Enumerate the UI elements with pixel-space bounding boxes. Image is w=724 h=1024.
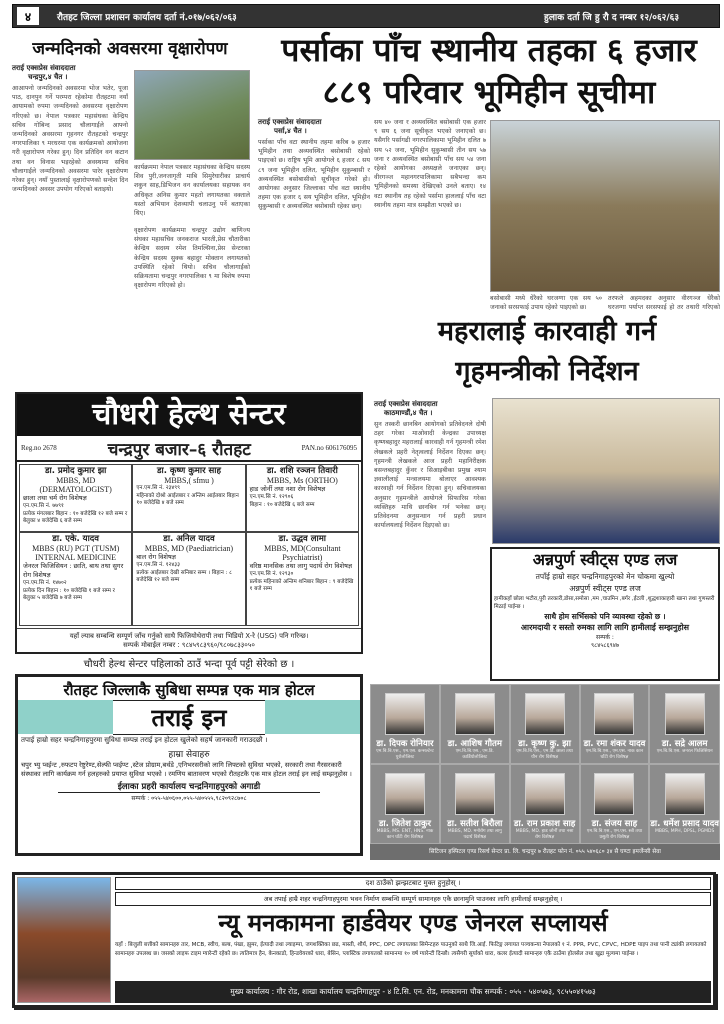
hotel-logo-right [265,700,360,734]
doctor-photo [455,693,495,735]
hospital-doctor-card [370,764,440,844]
minister-meeting-photo [492,398,720,544]
doctor-specialty: जेनरल फिजिसियन : छाति, बाथ तथा सुगर रोग विशेषज्ञ [23,562,124,579]
doctor-name: डा. उद्धव लामा [278,534,326,544]
byline: तराई एक्सप्रेस संवाददाता [12,64,76,72]
contact-phone: सम्पर्क मोबाईल नम्बर : ९८४५९८३९६०/९८०७८३३०५० [123,641,255,649]
lodge-line1: तपाँई हाम्रो सहर चन्द्रनिगाहपुरको मेन चोकमा खुल्यो [535,572,675,581]
hotel-services-title: हाम्रा सेवाहरु [168,750,210,760]
landless-body-col4: तरफले अहमदका अनुसार वीरगञ्ज धेरैको घरजग्गा पर्याप्त सरसफाई हो तर तथारी गरिएको [608,295,720,312]
doctor-photo [385,693,425,735]
doctor-name: डा. संजय साह [591,819,638,829]
temple-photo [17,877,111,1003]
hospital-doctor-grid [370,684,720,844]
reg-number: Reg.no 2678 [21,444,57,452]
page-number: ४ [17,7,39,25]
doctor-photo [665,773,705,815]
health-center-title: चौधरी हेल्थ सेन्टर [17,394,361,436]
doctor-hours: प्रत्येक आईतबार देखी सनिबार सम्म । बिहान : ८ बजेदेखि १२ बजे सम्म [136,569,232,583]
hardware-name: न्यू मनकामना हार्डवेयर एण्ड जेनरल सप्लायर्स [218,909,608,937]
doctor-cell [132,464,245,532]
hardware-ad [12,872,716,1008]
tree-body-col1: आआफ्नो जन्मदिनको अवसरमा भोज भतेर, पूजा पाठ, दानपुन गर्ने परम्परा रहेकोमा रौतहटमा नयाँ आयामको रुपमा जन्मदिनको अवसरमा वृक्षारोपण गरिएको छ। नेपाल पत्रकार महासंघका केन्द्रिय सचिव गोबिन्द प्रसाद चौलागाईंले आफ्नो जन्मदिनको अवसरमा गृहनगर रौतहटको चन्द्रपुर नगरपालिका ९ मरधरमा एक कार्यक्रमको आयोजना गरी वृक्षारोपण गरेका हुन्। दिन प्रतिदिन वन कटान तथा वन विनास भइरहेको अवस्थामा सचिव चौलागाईंले जन्मदिनको अवसरमा पारेर वृक्षारोपण गरेका हुन्। नयाँ पुस्तालाई वृक्षारोपणको सन्देश दिन जन्मदिनको अवसर उपयोग गरिएको बताइयो। [12,85,128,194]
tree-photo-caption: कार्यक्रममा नेपाल पत्रकार महासंघका केन्द्रिय सदस्य शिव पुरी,जनजागृती माबि सिमुरेघारीका प्राचार्य शकुन साह,डिभिजन वन कार्यालयका सहायक वन अधिकृत अनिस कुमार महतो लगायतका वक्ताले यस्तो अभियान देशव्यापी चलाउनु पर्ने बताएका थिए। [134,164,250,218]
hospital-footer: सिटिजन हस्पिटल एण्ड रिसर्च सेन्टर प्रा. लि. चन्द्रपुर ७ रौतहट फोन नं. ०५५ ५४०६८० ३४ सै घण्टा इमर्जेन्सी सेवा [370,844,720,860]
minister-body: सुन तस्करी छानबिन आयोगको प्रतिवेदनले दोषी ठहर गरेका माओवादी केन्द्रका उपाध्यक्ष कृष्णबहादुर महरालाई कारवाही गर्न गृहमन्त्री रमेश लेखकले प्रहरी नेतृत्वलाई निर्देशन दिएका छन्। गृहमन्त्री लेखकले आज प्रहरी महानिरीक्षक बसन्तबहादुर कुँवर र सिआइबीका प्रमुख श्याम ज्ञवालीलाई मन्त्रालयमा बोलाएर आवश्यक कारवाही गर्न निर्देशन दिएका हुन्। सचिवालयका अनुसार गृहमन्त्रीले आयोगले सिफारिस गरेका व्यक्तिहरु माथि छानबिन गर्न भनेका छन्। प्रतिवेदनमा अनुसन्धान गर्न प्रहरी प्रधान कार्यालयलाई निर्देशन दिइएको छ। [374,421,486,530]
doctor-schedule-grid [19,464,359,626]
doctor-nmc-number: एन.एम.सि नं. १४७०२ [23,580,67,586]
doctor-photo [665,693,705,735]
tree-headline: जन्मदिनको अवसरमा वृक्षारोपण [32,39,228,59]
doctor-qualification: MBBS, MPH, DPSL, PGMDS [655,829,715,834]
hospital-doctor-card [510,684,580,764]
minister-headline-line2: गृहमन्त्रीको निर्देशन [455,356,639,387]
doctor-specialty: छाला तथा चर्म रोग विशेषज्ञ [23,494,87,502]
hospital-doctor-card [370,684,440,764]
landless-body-col3: बसोबासी मध्ये धेरैको घरजग्गा एक सय ५० जनाको सरसफाई उपाय रहेको पाइएको छ। [490,295,602,312]
health-center-ad [15,392,363,654]
hospital-doctor-card [649,764,720,844]
hospital-doctor-card [440,684,510,764]
hotel-location: ईलाका प्रहरी कार्यालय चन्द्रनिगाहपुरको अगाडी [58,781,320,793]
lodge-menu: हामीकहाँ छोला भटौरा,पुरी तरकारी,डोसा,समोसा ,मम ,चाउमिन ,बर्गर ,ईटली ,शुद्धशाकाहारी खाना तथा गुणस्तरी मिठाई पाईन्छ । [494,596,715,610]
hotel-tagline: रौतहट जिल्लाकै सुबिधा सम्पन्न एक मात्र होटल [63,681,315,699]
doctor-name: डा. दिपक रोनियार [376,739,434,749]
doctor-name: डा. जितेश ठाकुर [378,819,432,829]
doctor-qualification: एम.बि.बि.एस., एम.एस. कन्सल्टेन्ट युरोलोजिस्ट [376,749,434,760]
doctor-degree: MBBS, MD(Consultant Psychiatrist) [264,544,341,562]
doctor-cell [19,532,132,626]
doctor-nmc-number: एन.एम.सि नं. ७७९१ [23,503,64,509]
hotel-name: तराई इन [113,700,265,735]
doctor-qualification: एम.बि.बि.एस., एम.एस. स्त्री तथा प्रसुती रोग विशेषज्ञ [586,829,643,840]
doctor-photo [594,773,634,815]
doctor-qualification: एम.बि.बि.एस. जनरल फिजिसियन [656,749,713,754]
page-header-bar [12,4,720,28]
doctor-name: डा. सतीश बिरौला [447,819,503,829]
doctor-name: डा. अनिल यादव [163,534,215,544]
hotel-phone: सम्पर्क : ०५५-५४०६००,०५५-५४०५५५,९८२०९२८७०८ [131,795,247,802]
byline: तराई एक्सप्रेस संवाददाता [374,400,438,408]
doctor-cell [246,464,359,532]
landless-headline-line1: पर्साका पाँच स्थानीय तहका ६ हजार [281,31,697,69]
doctor-hours: प्रत्येक दिन बिहान : १० बजेदेखि १ बजे सम्म र बेलुका ५ बजेदेखि ७ बजे सम्म [23,587,115,601]
hotel-logo-left [18,700,113,734]
lodge-cta: आरमदायी र सस्तो रुमका लागि लागि हामीलाई सम्झनुहोस [520,623,690,632]
postal-registration: हुलाक दर्ता जि हु रौ द नम्बर १२/०६२/६३ [544,12,679,23]
doctor-hours: बिहान : १० बजेदेखि ६ बजे सम्म [249,501,315,508]
landless-body-col2: सय ४० जना र अव्यवस्थित बसोबासी एक हजार ९ सय ६ जना सूचीकृत भएको जनाएको छ। यसैगरि पर्सागढी नगरपालिकामा भूमिहीन दलित ७ सय ५२ जना, भूमिहीन सुकुम्बासी तीन सय ५७ जना र अव्यवस्थित बसोबासी पाँच सय ५४ जना रहेको आयोगका अध्यक्षले जनाएका छन्। वीरगञ्ज महानगरपालिकामा सबैभन्दा कम भूमिहीनको समस्या देखिएको उनले बताए। १४ वटा स्थानीय तह रहेको पर्सामा हाललाई पाँच वटा स्थानीय तहमा मात्र सम्झौता भएको छ। [374,119,486,209]
doctor-qualification: एम.बि.बि.एस., एम.डि. कार्डियोलोजिस्ट [455,749,494,760]
doctor-degree: MBBS, Ms (ORTHO) [266,476,338,485]
doctor-photo [525,773,565,815]
hotel-services: चपुर भ्यु प्वईन्ट ,रुफटप रेष्टुरेण्ट,सेल्फी प्वईण्ट ,स्टेज प्रोग्राम,बर्थडे ,एनिभरसरीको लागि लिफ्टको सुविधा भएको, सरकारी तथा गैरसरकारी संस्थाका लागि कार्यक्रम गर्न हलहरुको प्रयाप्त सुविधा भएको । रमणिय बातावरण भएको रौतहटकै एक मात्र होटल तराई इन लाई सम्झनुहोस । [21,761,352,778]
doctor-qualification: MBBS, MS. ENT, HNS. नाक कान घाँटी रोग विशेषज्ञ [376,829,434,840]
hospital-doctor-card [580,764,650,844]
hardware-details: यहाँ : बिजुली बत्तीको सामानहरु तार, MCB, स्वीच, बल्ब, पंखा, झुमर, ईत्यादी तथा ल्याइम्पा, जगशक्तिका छड, मास्ती, शौर्य, PPC, OPC लगायतका सिमेन्टहरु पाउनुको साथै जि.आई. फिटिङ्ग लगायत पञ्चकन्या नेपालको १ नं. PPR, PVC, CPVC, HDPE पाइप तथा पानी ट्यांकी लगायतको सामानहरु उपलब्ध छ। जसको लाइफ टाइम ग्यारेन्टी रहेको छ। त्यतिमात्र हैन, केनकाडो, हिन्डवेयरको धारा, बेसिन, प्लास्टिक लगायतको सामानमा १० वर्ष ग्यारेन्टी दिन्छौ। त्यसैगरी सूर्याको धारा, कलर ईत्यादी सामान्हरु एकै ठाउँमा होलसेल तथा खुद्रा मूल्यमा पाईन्छ । [115,942,707,957]
landless-headline-line2: ८८९ परिवार भूमिहीन सूचीमा [322,73,656,111]
doctor-degree: MBBS, MD (Paediatrician) [144,544,234,553]
doctor-name: डा. एके. यादव [52,534,100,544]
doctor-name: डा. राम प्रकाश साह [513,819,576,829]
doctor-qualification: MBBS, MD. हाड जोर्नी तथा नसा रोग विशेषज्ञ [515,829,574,840]
hospital-doctor-card [580,684,650,764]
tree-body-col2: वृक्षारोपण कार्यक्रममा चन्द्रपुर उद्योग बाणिज्य संघका महासचिव जनकराज भारती,प्रेस चौतारीका केन्द्रिय सदस्य रमेश तिमल्सिना,प्रेस सेन्टरका केन्द्रिय सदस्य सुक्क बहादुर मोक्तान लगायतको उपस्थिति रहेको थियो। सचिव चौलागाईंको सक्रियतामा चन्द्रपुर नगरपालिका ९ मा बिशेष रुपमा वृक्षारोपण गरिएको हो। [134,227,250,290]
minister-byline-block [374,400,486,418]
doctor-name: डा. कृष्ण कुमार साह [156,466,221,476]
dateline: पर्सा,४ चैत । [274,127,307,135]
doctor-nmc-number: एन.एम.सि नं. १२९०६ [249,494,294,500]
doctor-qualification: MBBS, MD. मनोरोग तथा लागु पदार्थ विशेषज्ञ [447,829,502,840]
landless-body-col1: पर्साका पाँच वटा स्थानीय तहमा करिब ७ हजार भूमिहीन तथा अव्यवस्थित बसोबासी रहेको पाइएको छ। राष्ट्रिय भूमि आयोगले ६ हजार ८ सय ८९ जना भूमिहीन दलित, भूमिहीन सुकुम्बासी र अव्यवस्थित बसोबासीको सूचीकृत गरेको हो। आयोगका अनुसार जिल्लाका पाँच वटा स्थानीय तहमा एक हजार ६ सय भूमिहीन दलित, भूमिहीन सुकुम्बासी र अव्यवस्थित बसोबासी रहेका छन्। [258,139,370,211]
doctor-name: डा. रमा शंकर यादव [583,739,646,749]
hardware-line2: अब तपाई हाम्रै शहर चन्द्रनिगाहपुरमा भवन निर्माण सम्बन्धि सम्पूर्ण सामानहरु एकै छानामुनि पाउनका लागि हामीलाई सम्झनुहोस् । [115,892,711,906]
health-address: चन्द्रपुर बजार–६ रौतहट [107,439,251,460]
doctor-qualification: एम.बि.बि.एस., एम.एस. नाक कान घाँटी रोग विशेषज्ञ [585,749,644,760]
doctor-nmc-number: एन.एम.सि नं. १२४३३ [136,562,180,568]
doctor-hours: प्रत्येक मंगलबार बिहान : १० बजेदेखि १२ बजे सम्म र बेलुका ४ बजेदेखि ६ बजे सम्म [23,510,128,524]
hotel-intro: तपाई हाम्रो सहर चन्द्रनिगाहपुरमा सुविधा सम्पन्न तराई इन होटल खुलेको सहर्ष जानकारी गराउदछौ । [21,736,268,744]
doctor-name: डा. सद्रे आलम [661,739,708,749]
doctor-specialty: वरिष्ठ मानसिक तथा लागु पदार्थ रोग विशेषज्ञ [249,562,353,570]
doctor-name: डा. धर्मेश प्रसाद यादव [650,819,719,829]
landless-byline-block [258,118,370,136]
lodge-title: अन्नपुर्ण स्वीट्स एण्ड लज [532,550,678,569]
registration-number: रौतहट जिल्ला प्रशासन कार्यालय दर्ता नं.०१७/०६२/०६३ [57,12,237,23]
doctor-degree: MBBS,( sfmu ) [164,476,214,485]
doctor-cell [246,532,359,626]
doctor-photo [594,693,634,735]
doctor-nmc-number: एन.एम.सि नं. १२९३० [249,571,294,577]
hospital-doctor-card [440,764,510,844]
lodge-contact-label: सम्पर्क : [596,634,614,641]
tree-planting-photo [134,70,250,160]
lodge-phone: ९८४५८६९४७ [590,642,620,649]
hospital-doctor-card [510,764,580,844]
hotel-ad [15,674,363,856]
pan-number: PAN.no 606176095 [301,444,357,452]
hospital-doctor-card [649,684,720,764]
dateline: चन्द्रपुर,४ चैत । [28,73,68,81]
doctor-photo [385,773,425,815]
lodge-line2: अन्नपुर्ण स्वीट्स एण्ड लज [569,584,641,593]
doctor-name: डा. आशिष गौतम [447,739,502,749]
dateline: काठमाण्डौं,४ चैत । [384,409,433,417]
doctor-qualification: एम.बि.बि.एस., एम.डि. छाला तथा यौन रोग विशेषज्ञ [516,749,573,760]
hardware-line1: दश ठाउँको झन्झटबाट मुक्त हुनुहोस् । [115,877,711,890]
doctor-name: डा. शशि रञ्जन तिवारी [266,466,338,476]
lodge-home-service: साथै होम सर्भिसको पनि व्यावस्था रहेको छ । [544,612,666,621]
doctor-nmc-number: एन.एम.सि नं. २३४९९ [136,485,180,491]
doctor-cell [19,464,132,532]
doctor-degree: MBBS, MD (DERMATOLOGIST) [39,476,112,494]
doctor-specialty: बाल रोग विशेषज्ञ [136,553,176,561]
hardware-address: मुख्य कार्यालय : गौर रोड, शाखा कार्यालय चन्द्रनिगाहपुर - ४ टि.सि. एन. रोड, मनकामना चौक सम्पर्क : ०५५ - ५४०५७३, ९८५५०४१५७३ [115,981,711,1003]
doctor-name: डा. कृष्ण कु. झा [518,739,571,749]
tree-byline-block [12,64,128,82]
doctor-photo [525,693,565,735]
health-moved-notice: चौधरी हेल्थ सेन्टर पहिलाको ठाउँ भन्दा पूर्व पट्टी सेरेको छ । [83,659,295,670]
doctor-degree: MBBS (RU) PGT (TUSM) INTERNAL MEDICINE [32,544,120,562]
lodge-ad [490,547,720,681]
hospital-doctors-ad [370,684,720,860]
doctor-hours: महिनाको दोश्रो आईतबार र अन्तिम आईतबार बिहान १० बजेदेखि ४ बजे सम्म [136,492,239,506]
doctor-hours: प्रत्येक महिनाको अन्तिम शनिबार बिहान : ९ बजेदेखि १ बजे सम्म [249,578,354,592]
minister-headline-line1: महरालाई कारवाही गर्न [437,316,657,347]
doctor-photo [455,773,495,815]
doctor-cell [132,532,245,626]
services-note: यहाँ ल्याब सम्बन्धि सम्पूर्ण जाँच गर्नुको साथै फिजियोथेरापी तथा भिडियो X-रे (USG) पनि गरिन्छ। [17,628,361,640]
doctor-specialty: हाड जोर्नी तथा नशा रोग विशेषज्ञ [249,485,326,493]
landless-settlement-photo [490,120,720,292]
doctor-name: डा. प्रमोद कुमार झा [44,466,107,476]
byline: तराई एक्सप्रेस संवाददाता [258,118,322,126]
